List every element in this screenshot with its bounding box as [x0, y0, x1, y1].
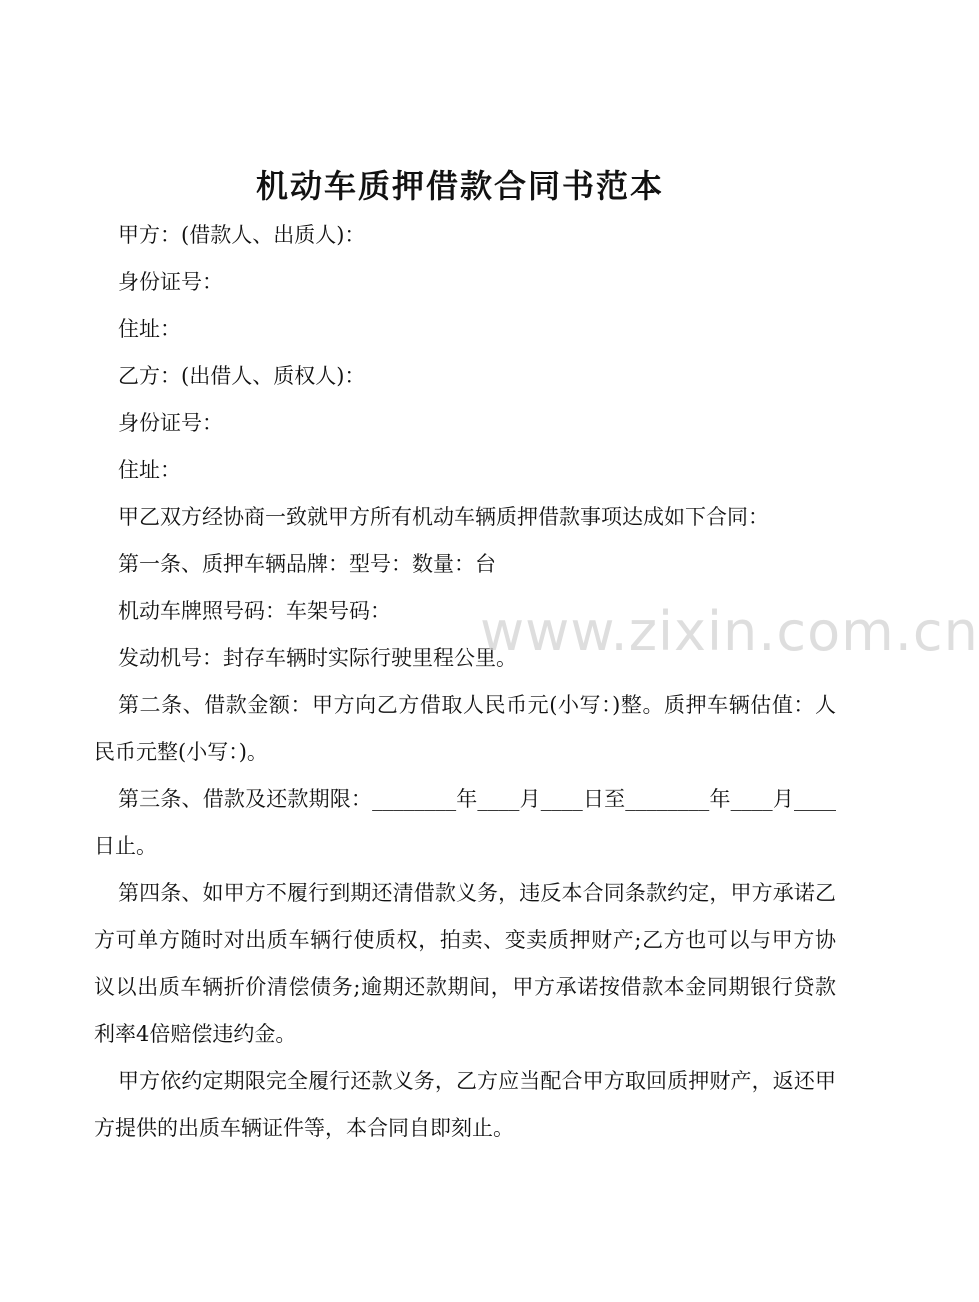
- agreement-intro: 甲乙双方经协商一致就甲方所有机动车辆质押借款事项达成如下合同：: [118, 505, 769, 529]
- party-b-label: 乙方：(出借人、质权人)：: [118, 364, 366, 388]
- party-a-id-number: 身份证号：: [118, 270, 223, 294]
- article-1-plate-frame: 机动车牌照号码：车架号码：: [118, 599, 391, 623]
- party-a-address: 住址：: [118, 317, 181, 341]
- article-4-default: 第四条、如甲方不履行到期还清借款义务，违反本合同条款约定，甲方承诺乙方可单方随时对出质车辆行使质权，拍卖、变卖质押财产;乙方也可以与甲方协议以出质车辆折价清偿债务;逾期还款期间，甲方承诺按借款本金同期银行贷款利率4倍赔偿违约金。: [94, 881, 836, 1046]
- document-title: 机动车质押借款合同书范本: [255, 167, 664, 205]
- article-4-repayment: 甲方依约定期限完全履行还款义务，乙方应当配合甲方取回质押财产，返还甲方提供的出质车辆证件等，本合同自即刻止。: [94, 1069, 836, 1140]
- watermark-text: www.zixin.com.cn: [480, 600, 979, 663]
- party-b-id-number: 身份证号：: [118, 411, 223, 435]
- article-1-vehicle: 第一条、质押车辆品牌：型号：数量：台: [118, 552, 496, 576]
- contract-body: [94, 212, 836, 1152]
- article-2-amount: 第二条、借款金额：甲方向乙方借取人民币元(小写：)整。质押车辆估值：人民币元整(小写：)。: [94, 693, 836, 764]
- article-3-term: 第三条、借款及还款期限：________年____月____日至________年____月____日止。: [94, 787, 836, 858]
- party-b-address: 住址：: [118, 458, 181, 482]
- party-a-label: 甲方：(借款人、出质人)：: [118, 223, 366, 247]
- article-1-engine: 发动机号：封存车辆时实际行驶里程公里。: [118, 646, 517, 670]
